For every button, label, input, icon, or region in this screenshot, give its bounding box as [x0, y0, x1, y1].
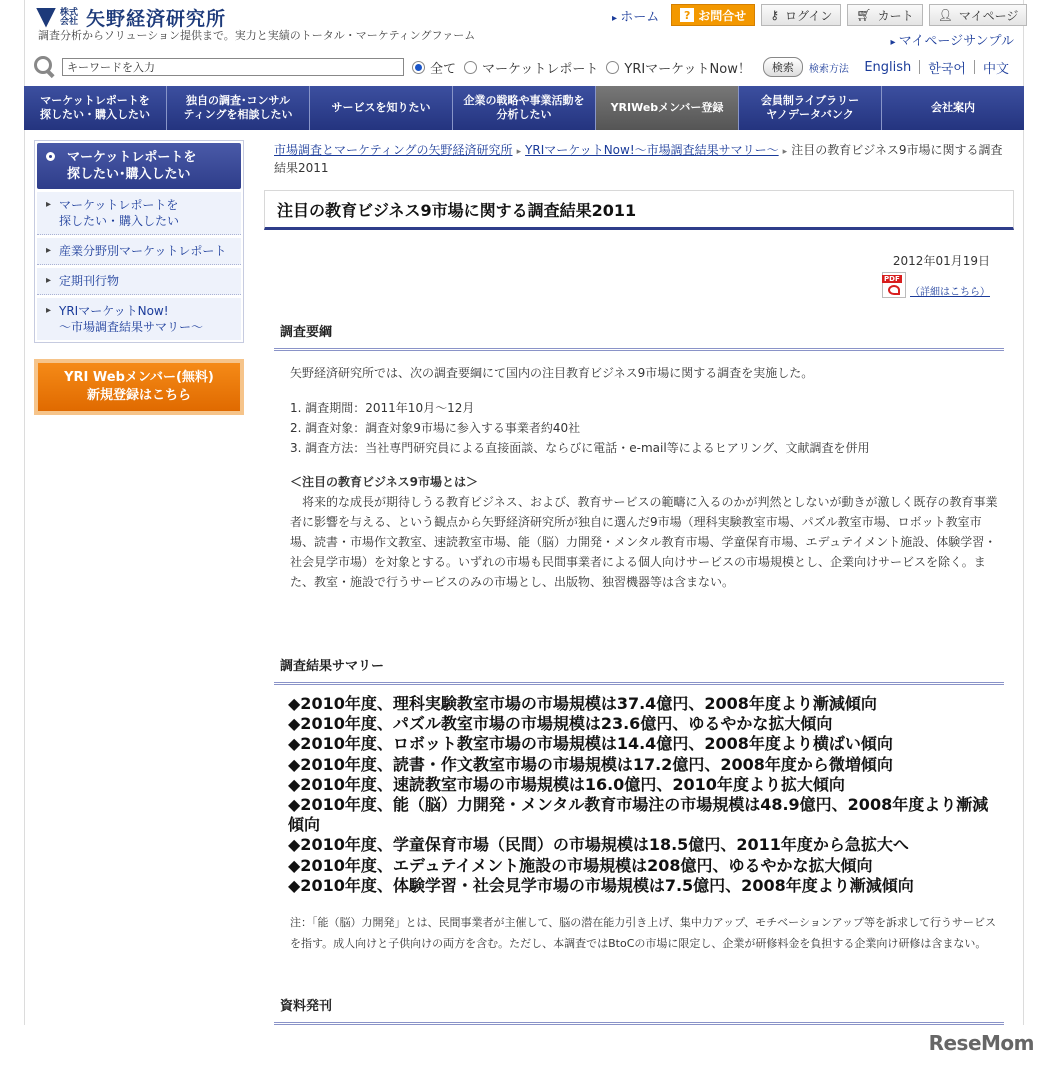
- definition-text: 将来的な成長が期待しうる教育ビジネス、および、教育サービスの範疇に入るのかが判然としないが動きが激しく既存の教育事業者に影響を与える、という観点から矢野経済研究所が独自に選んだ9市場（理科実験教室市場、パズル教室市場、ロボット教室市場、読書・市場作文教室、速読教室市場、能（脳）力開発・メンタル教育市場、学童保育市場、エデュテイメント施設、体験学習・社会見学市場）を対象とする。いずれの市場も民間事業者による個人向けサービスの市場規模とし、企業向けサービスを除く。また、教室・施設で行うサービスのみの市場とし、出版物、独習機器等は含まない。: [290, 495, 998, 589]
- search-input[interactable]: [62, 58, 404, 76]
- nav-market-report[interactable]: マーケットレポートを 探したい・購入したい: [24, 86, 167, 130]
- summary-item: ◆2010年度、体験学習・社会見学市場の市場規模は7.5億円、2008年度より漸減傾向: [288, 875, 914, 895]
- summary-item: ◆2010年度、読書・作文教室市場の市場規模は17.2億円、2008年度から微増傾向: [288, 754, 893, 774]
- breadcrumb: [274, 142, 1014, 176]
- pdf-icon: [882, 272, 906, 298]
- search-bar: [32, 54, 1017, 80]
- nav-consulting[interactable]: 独自の調査･コンサル ティングを相談したい: [167, 86, 310, 130]
- radio-all-label: 全て: [430, 61, 457, 77]
- section-heading-overview: 調査要綱: [274, 321, 1004, 351]
- lang-english[interactable]: English: [864, 59, 912, 75]
- summary-list: [288, 694, 1004, 896]
- overview-item-method: 3. 調査方法：当社専門研究員による直接面談、ならびに電話・e-mail等によるヒアリング、文献調査を併用: [290, 441, 870, 455]
- search-icon: [32, 55, 56, 79]
- sidebar-item-periodicals[interactable]: ▸ 定期刊行物: [37, 268, 241, 295]
- contact-button[interactable]: [671, 4, 755, 26]
- question-icon: ?: [680, 8, 694, 22]
- key-icon: ⚷: [770, 8, 780, 22]
- logo-name: 矢野経済研究所: [86, 8, 227, 30]
- login-label: ログイン: [785, 8, 833, 23]
- breadcrumb-arrow-icon: ▸: [782, 147, 788, 157]
- sidebar-item-market-report[interactable]: ▸ マーケットレポートを 探したい・購入したい: [37, 192, 241, 235]
- section-heading-summary: 調査結果サマリー: [274, 655, 1004, 685]
- language-links: [856, 58, 1017, 77]
- summary-item: ◆2010年度、理科実験教室市場の市場規模は37.4億円、2008年度より漸減傾向: [288, 694, 877, 713]
- top-utility-links: [612, 4, 1027, 26]
- logo-mark-icon: [36, 8, 56, 28]
- lang-chinese[interactable]: 中文: [982, 61, 1009, 77]
- summary-note: 注：「能（脳）力開発」とは、民間事業者が主催して、脳の潜在能力引き上げ、集中力アップ、モチベーションアップ等を訴求して行うサービスを指す。成人向けと子供向けの両方を含む。ただし、本調査ではBtoCの市場に限定し、企業が研修料金を負担する企業向け研修は含まない。: [290, 916, 996, 950]
- tagline: 調査分析からソリューション提供まで。実力と実績のトータル・マーケティングファーム: [38, 29, 476, 42]
- summary-item: ◆2010年度、パズル教室市場の市場規模は23.6億円、ゆるやかな拡大傾向: [288, 714, 833, 734]
- radio-empty-icon: [606, 61, 619, 74]
- sidebar-item-industry-reports[interactable]: ▸ 産業分野別マーケットレポート: [37, 238, 241, 265]
- banner-line1: YRI Webメンバー(無料): [64, 370, 214, 385]
- logo-small-text: 株式会社: [60, 7, 79, 27]
- nav-web-member[interactable]: YRIWebメンバー登録: [596, 86, 739, 130]
- summary-item: ◆2010年度、学童保育市場（民間）の市場規模は18.5億円、2011年度から急拡大へ: [288, 835, 909, 855]
- nav-data-bank[interactable]: 会員制ライブラリー ヤノデータバンク: [739, 86, 882, 130]
- pdf-details-link[interactable]: [882, 272, 990, 298]
- summary-item: ◆2010年度、能（脳）力開発・メンタル教育市場注の市場規模は48.9億円、2008年度より漸減傾向: [288, 795, 989, 835]
- section-heading-publication: 資料発刊: [274, 995, 1004, 1025]
- summary-item: ◆2010年度、エデュテイメント施設の市場規模は208億円、ゆるやかな拡大傾向: [288, 855, 873, 875]
- sidebar-heading[interactable]: マーケットレポートを 探したい･購入したい: [37, 143, 241, 189]
- breadcrumb-market-now[interactable]: YRIマーケットNow!〜市場調査結果サマリー〜: [525, 143, 779, 157]
- overview-intro: 矢野経済研究所では、次の調査要綱にて国内の注目教育ビジネス9市場に関する調査を実施した。: [290, 366, 814, 380]
- sidebar-menu: [34, 140, 244, 343]
- breadcrumb-arrow-icon: ▸: [516, 147, 522, 157]
- sidebar: [34, 140, 244, 415]
- page-title: 注目の教育ビジネス9市場に関する調査結果2011: [264, 190, 1014, 230]
- summary-item: ◆2010年度、速読教室市場の市場規模は16.0億円、2010年度より拡大傾向: [288, 774, 845, 794]
- cart-button[interactable]: [847, 4, 922, 26]
- banner-line2: 新規登録はこちら: [86, 388, 191, 403]
- sidebar-item-market-now[interactable]: ▸ YRIマーケットNow! 〜市場調査結果サマリー〜: [37, 298, 241, 340]
- home-link[interactable]: ▸ ホーム: [612, 6, 659, 25]
- radio-all[interactable]: [412, 58, 456, 77]
- cart-label: カート: [877, 8, 914, 23]
- search-button[interactable]: 検索: [763, 57, 803, 77]
- breadcrumb-current: 注目の教育ビジネス9市場に関する調査結果2011: [274, 143, 1003, 175]
- radio-yri-market-now[interactable]: [606, 58, 750, 77]
- definition-block: [290, 472, 1000, 592]
- contact-label: お問合せ: [698, 8, 747, 23]
- resemom-watermark: ReseMom: [928, 1031, 1034, 1055]
- web-member-signup-banner[interactable]: [34, 359, 244, 415]
- person-icon: 👤︎: [937, 8, 953, 22]
- publish-date: 2012年01月19日: [892, 254, 990, 268]
- mypage-label: マイページ: [958, 8, 1019, 23]
- main-nav: [24, 86, 1024, 130]
- overview-list: [290, 398, 1000, 458]
- radio-selected-icon: [412, 61, 425, 74]
- radio-yri-market-now-label: YRIマーケットNow！: [624, 61, 751, 77]
- overview-item-target: 2. 調査対象：調査対象9市場に参入する事業者約40社: [290, 421, 581, 435]
- radio-market-report-label: マーケットレポート: [482, 61, 599, 77]
- overview-item-period: 1. 調査期間：2011年10月〜12月: [290, 401, 475, 415]
- mypage-sample-link[interactable]: ▸ マイページサンプル: [890, 30, 1014, 49]
- definition-heading: ＜注目の教育ビジネス9市場とは＞: [290, 475, 478, 489]
- nav-services[interactable]: サービスを知りたい: [310, 86, 453, 130]
- login-button[interactable]: [761, 4, 841, 26]
- radio-empty-icon: [464, 61, 477, 74]
- search-scope-options: [412, 58, 759, 77]
- summary-item: ◆2010年度、ロボット教室市場の市場規模は14.4億円、2008年度より横ばい傾向: [288, 734, 893, 754]
- pdf-link-label: （詳細はこちら）: [910, 287, 990, 298]
- breadcrumb-home[interactable]: 市場調査とマーケティングの矢野経済研究所: [274, 143, 513, 157]
- cart-icon: 🛒︎: [856, 8, 872, 22]
- nav-strategy-analysis[interactable]: 企業の戦略や事業活動を 分析したい: [453, 86, 596, 130]
- lang-korean[interactable]: 한국어: [928, 61, 966, 77]
- radio-market-report[interactable]: [464, 58, 598, 77]
- search-help-link[interactable]: 検索方法: [808, 63, 849, 75]
- mypage-button[interactable]: [929, 4, 1028, 26]
- nav-company[interactable]: 会社案内: [882, 86, 1024, 130]
